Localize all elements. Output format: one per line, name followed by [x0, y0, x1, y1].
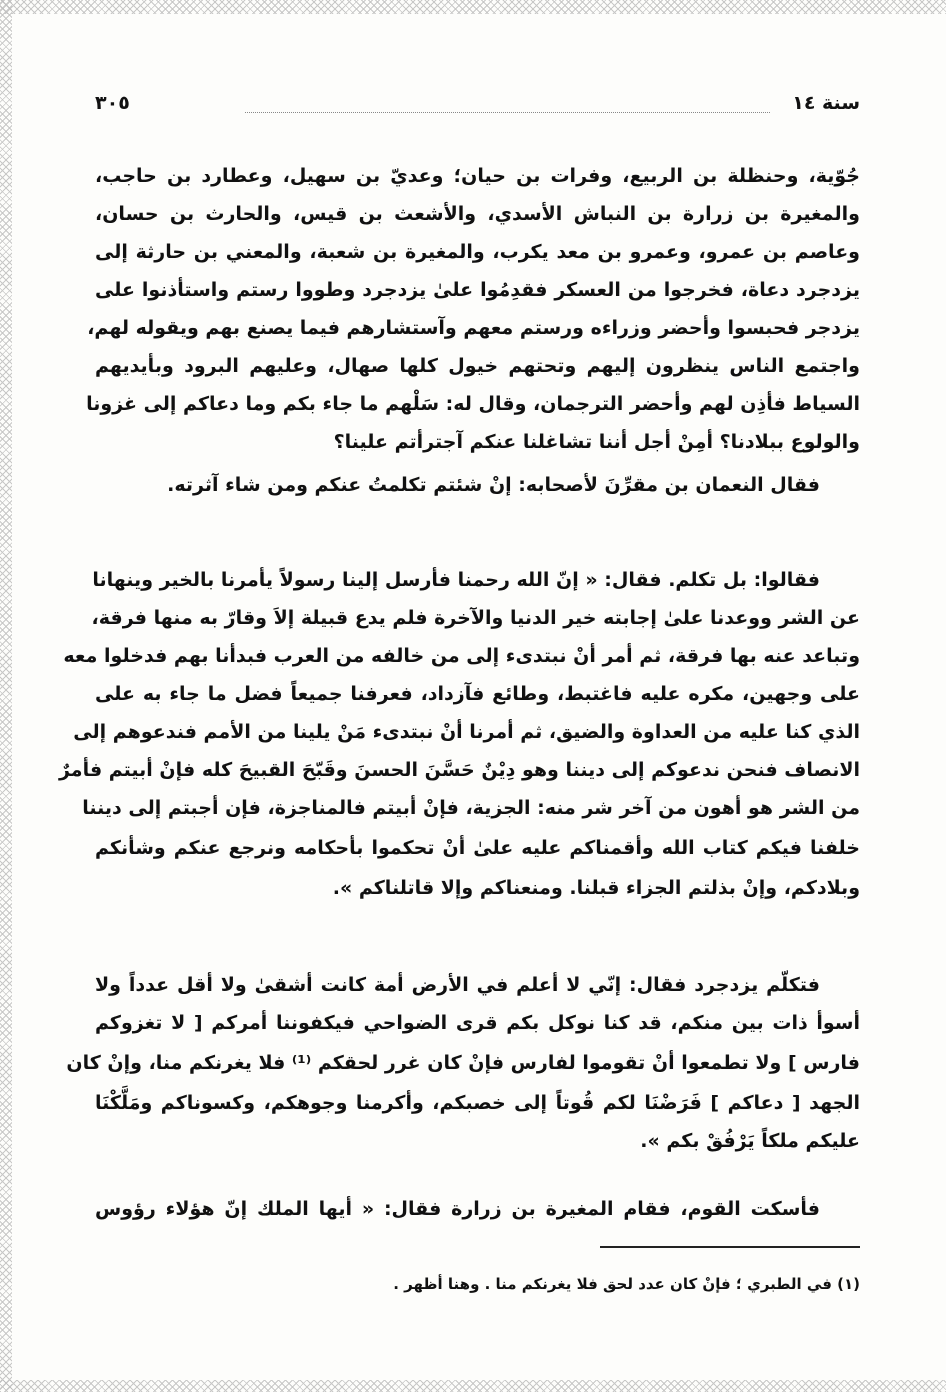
text-line: من الشر هو أهون من آخر شر منه: الجزية، فإنْ أبيتم فالمناجزة، فإن أجبتم إلى ديننا — [82, 797, 860, 819]
text-line: فتكلّم يزدجرد فقال: إنّي لا أعلم في الأرض أمة كانت أشقىٰ ولا أقل عدداً ولا — [95, 974, 820, 996]
text-line: والولوع ببلادنا؟ أمِنْ أجل أننا تشاغلنا عنكم آجترأتم علينا؟ — [333, 431, 860, 453]
text-line: فقالوا: بل تكلم. فقال: « إنّ الله رحمنا فأرسل إلينا رسولاً يأمرنا بالخير وينهانا — [92, 569, 820, 591]
text-line: الذي كنا عليه من العداوة والضيق، ثم أمرنا أنْ نبتدىء مَنْ يلينا من الأمم فندعوهم إلى — [73, 721, 860, 743]
text-line: واجتمع الناس ينظرون إليهم وتحتهم خيول كلها صهال، وعليهم البرود وبأيديهم — [95, 355, 860, 377]
page-number: ٣٠٥ — [95, 92, 130, 114]
text-line: يزدجر فحبسوا وأحضر وزراءه ورستم معهم وآستشارهم فيما يصنع بهم ويقوله لهم، — [87, 317, 860, 339]
footnote: (١) في الطبري ؛ فإنْ كان عدد لحق فلا يغرنكم منا . وهنا أظهر . — [393, 1275, 860, 1293]
text-line: وتباعد عنه بها فرقة، ثم أمر أنْ نبتدىء إلى من خالفه من العرب فبدأنا بهم فدخلوا معه — [63, 645, 860, 667]
text-line: الانصاف فنحن ندعوكم إلى ديننا وهو دِيْنٌ حَسَّنَ الحسنَ وقَبّحَ القبيحَ كله فإنْ أبيتم فأمرٌ — [58, 759, 860, 781]
text-line: يزدجرد دعاة، فخرجوا من العسكر فقدِمُوا علىٰ يزدجرد وطووا رستم واستأذنوا على — [95, 279, 860, 301]
text-line: فارس ] ولا تطمعوا أنْ تقوموا لفارس فإنْ كان غرر لحقكم ⁽¹⁾ فلا يغرنكم منا، وإنْ كان — [66, 1052, 860, 1074]
dotted-leader — [245, 112, 770, 113]
text-line: أسوأ ذات بين منكم، قد كنا نوكل بكم قرى الضواحي فيكفوننا أمركم [ لا تغزوكم — [95, 1012, 860, 1034]
footnote-divider — [600, 1246, 860, 1248]
page-header — [95, 92, 860, 122]
running-title: سنة ١٤ — [792, 92, 860, 114]
text-line: على وجهين، مكره عليه فاغتبط، وطائع فآزداد، فعرفنا جميعاً فضل ما جاء به على — [95, 683, 860, 705]
text-line: خلفنا فيكم كتاب الله وأقمناكم عليه علىٰ أنْ تحكموا بأحكامه ونرجع عنكم وشأنكم — [95, 837, 860, 859]
text-line: فقال النعمان بن مقرِّنَ لأصحابه: إنْ شئتم تكلمتُ عنكم ومن شاء آثرته. — [167, 474, 820, 496]
decorative-border-bottom — [0, 1380, 946, 1392]
decorative-border-top — [0, 0, 946, 14]
text-line: عن الشر ووعدنا علىٰ إجابته خير الدنيا والآخرة فلم يدع قبيلة إلاَ وقارّ به منها فرقة، — [91, 607, 860, 629]
text-line: وعاصم بن عمرو، وعمرو بن معد يكرب، والمغيرة بن شعبة، والمعني بن حارثة إلى — [95, 241, 860, 263]
decorative-border-left — [0, 0, 12, 1392]
text-line: الجهد [ دعاكم ] فَرَضْنَا لكم قُوتاً إلى خصبكم، وأكرمنا وجوهكم، وكسوناكم ومَلَّكْنَا — [95, 1092, 860, 1114]
text-line: وبلادكم، وإنْ بذلتم الجزاء قبلنا. ومنعناكم وإلا قاتلناكم ». — [332, 877, 860, 899]
text-line: عليكم ملكاً يَرْفُقْ بكم ». — [640, 1130, 860, 1152]
text-line: والمغيرة بن زرارة بن النباش الأسدي، والأشعث بن قيس، والحارث بن حسان، — [95, 203, 860, 225]
text-line: السياط فأذِن لهم وأحضر الترجمان، وقال له: سَلْهم ما جاء بكم وما دعاكم إلى غزونا — [86, 393, 860, 415]
text-line: جُوّية، وحنظلة بن الربيع، وفرات بن حيان؛ وعديّ بن سهيل، وعطارد بن حاجب، — [95, 165, 860, 187]
text-line: فأسكت القوم، فقام المغيرة بن زرارة فقال: « أيها الملك إنّ هؤلاء رؤوس — [95, 1198, 820, 1220]
